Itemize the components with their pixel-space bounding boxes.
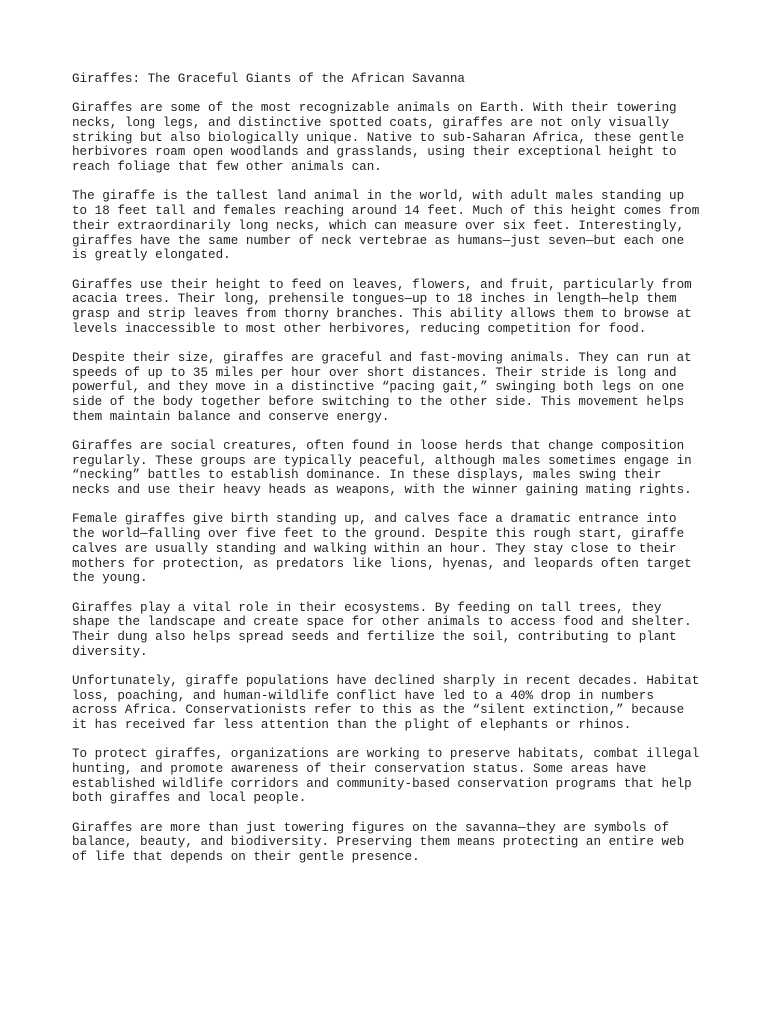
paragraph-line: shape the landscape and create space for other animals to access food and shelter. <box>72 615 692 630</box>
paragraph <box>72 674 712 733</box>
paragraph-line: mothers for protection, as predators like lions, hyenas, and leopards often target <box>72 556 692 571</box>
paragraph-line: of life that depends on their gentle presence. <box>72 850 420 865</box>
paragraph-line: levels inaccessible to most other herbivores, reducing competition for food. <box>72 321 647 336</box>
paragraph-line: their extraordinarily long necks, which can measure over six feet. Interestingly, <box>72 218 685 233</box>
paragraph <box>72 601 712 660</box>
paragraph-line: regularly. These groups are typically peaceful, although males sometimes engage in <box>72 453 692 468</box>
paragraph-line: is greatly elongated. <box>72 248 231 263</box>
paragraph <box>72 747 712 806</box>
paragraph-line: To protect giraffes, organizations are working to preserve habitats, combat illegal <box>72 747 700 762</box>
paragraph-line: herbivores roam open woodlands and grasslands, using their exceptional height to <box>72 145 677 160</box>
paragraph-line: the world—falling over five feet to the ground. Despite this rough start, giraffe <box>72 527 685 542</box>
paragraph-line: hunting, and promote awareness of their conservation status. Some areas have <box>72 762 647 777</box>
document-body <box>72 101 712 865</box>
paragraph-line: “necking” battles to establish dominance. In these displays, males swing their <box>72 468 662 483</box>
paragraph <box>72 278 712 337</box>
paragraph-line: calves are usually standing and walking within an hour. They stay close to their <box>72 541 677 556</box>
paragraph-line: it has received far less attention than the plight of elephants or rhinos. <box>72 718 632 733</box>
paragraph-line: powerful, and they move in a distinctive “pacing gait,” swinging both legs on one <box>72 380 685 395</box>
paragraph-line: Giraffes are more than just towering figures on the savanna—they are symbols of <box>72 820 670 835</box>
paragraph-line: reach foliage that few other animals can. <box>72 160 382 175</box>
paragraph <box>72 512 712 586</box>
paragraph-line: across Africa. Conservationists refer to this as the “silent extinction,” because <box>72 703 685 718</box>
paragraph <box>72 821 712 865</box>
paragraph-line: both giraffes and local people. <box>72 791 307 806</box>
paragraph <box>72 439 712 498</box>
paragraph <box>72 189 712 263</box>
paragraph-line: them maintain balance and conserve energy. <box>72 409 390 424</box>
paragraph-line: the young. <box>72 571 148 586</box>
paragraph-line: to 18 feet tall and females reaching around 14 feet. Much of this height comes from <box>72 204 700 219</box>
paragraph <box>72 101 712 175</box>
paragraph-line: side of the body together before switching to the other side. This movement helps <box>72 395 685 410</box>
paragraph <box>72 351 712 425</box>
paragraph-line: Female giraffes give birth standing up, and calves face a dramatic entrance into <box>72 512 677 527</box>
paragraph-line: Giraffes play a vital role in their ecosystems. By feeding on tall trees, they <box>72 600 662 615</box>
paragraph-line: giraffes have the same number of neck vertebrae as humans—just seven—but each one <box>72 233 685 248</box>
paragraph-line: necks, long legs, and distinctive spotted coats, giraffes are not only visually <box>72 116 670 130</box>
paragraph-line: The giraffe is the tallest land animal in the world, with adult males standing up <box>72 189 685 204</box>
paragraph-line: Giraffes use their height to feed on leaves, flowers, and fruit, particularly from <box>72 277 692 292</box>
paragraph-line: Their dung also helps spread seeds and fertilize the soil, contributing to plant <box>72 629 677 644</box>
paragraph-line: loss, poaching, and human-wildlife conflict have led to a 40% drop in numbers <box>72 688 654 703</box>
paragraph-line: necks and use their heavy heads as weapons, with the winner gaining mating rights. <box>72 483 692 498</box>
paragraph-line: diversity. <box>72 644 148 659</box>
paragraph-line: Despite their size, giraffes are graceful and fast-moving animals. They can run at <box>72 350 692 365</box>
paragraph-line: acacia trees. Their long, prehensile tongues—up to 18 inches in length—help them <box>72 292 677 307</box>
paragraph-line: speeds of up to 35 miles per hour over short distances. Their stride is long and <box>72 365 677 380</box>
paragraph-line: balance, beauty, and biodiversity. Preserving them means protecting an entire web <box>72 835 685 850</box>
paragraph-line: striking but also biologically unique. Native to sub-Saharan Africa, these gentle <box>72 130 685 145</box>
paragraph-line: Unfortunately, giraffe populations have declined sharply in recent decades. Habitat <box>72 673 700 688</box>
paragraph-line: established wildlife corridors and community-based conservation programs that help <box>72 776 692 791</box>
paragraph-line: Giraffes are some of the most recognizable animals on Earth. With their towering <box>72 101 677 116</box>
paragraph-line: grasp and strip leaves from thorny branches. This ability allows them to browse at <box>72 306 692 321</box>
document-page <box>72 72 712 879</box>
paragraph-line: Giraffes are social creatures, often found in loose herds that change composition <box>72 439 685 454</box>
document-title: Giraffes: The Graceful Giants of the African Savanna <box>72 72 465 86</box>
